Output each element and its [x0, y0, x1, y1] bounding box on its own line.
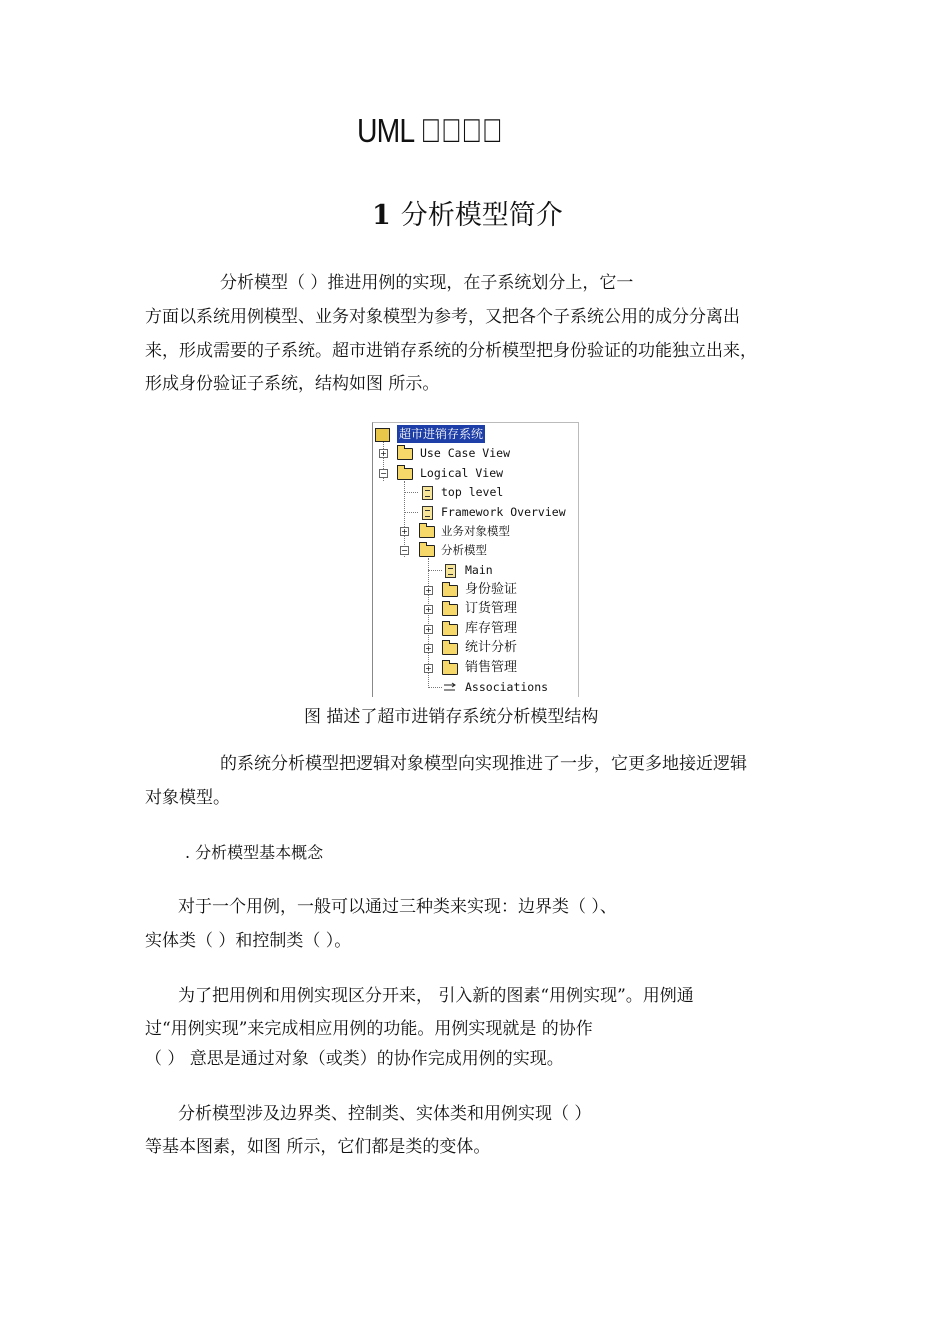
tree-item-label: 分析模型	[441, 543, 487, 557]
folder-icon	[442, 643, 458, 655]
para2-line1: 的系统分析模型把逻辑对象模型向实现推进了一步，它更多地接近逻辑	[220, 754, 747, 774]
para5-line2: 等基本图素，如图 所示，它们都是类的变体。	[145, 1137, 491, 1157]
tree-item-business-object-model[interactable]	[373, 522, 573, 540]
folder-icon	[419, 545, 435, 557]
diagram-icon	[445, 564, 456, 578]
tree-item-identity-verification[interactable]	[373, 581, 573, 599]
document-title: UML 􀀀􀀀􀀀􀀀	[357, 112, 503, 149]
diagram-icon	[422, 506, 433, 520]
para5-line1: 分析模型涉及边界类、控制类、实体类和用例实现（ ）	[178, 1104, 592, 1124]
model-root-icon	[375, 428, 390, 442]
folder-icon	[442, 604, 458, 616]
para3-line1: 对于一个用例，一般可以通过三种类来实现：边界类（ ）、	[178, 897, 617, 917]
tree-item-label: 身份验证	[465, 582, 518, 597]
tree-item-label: Associations	[465, 680, 549, 694]
tree-item-inventory-management[interactable]	[373, 620, 573, 638]
tree-item-associations[interactable]	[373, 678, 573, 696]
folder-icon	[397, 468, 413, 480]
para1-line3: 来，形成需要的子系统。超市进销存系统的分析模型把身份验证的功能独立出来，	[145, 341, 757, 361]
section-title: 分析模型简介	[400, 200, 563, 231]
section-heading	[372, 193, 563, 232]
para3-line2: 实体类（ ）和控制类（ ）。	[145, 931, 352, 951]
expand-plus-icon[interactable]: +	[425, 625, 432, 634]
model-tree-figure	[372, 422, 579, 697]
folder-icon	[419, 526, 435, 538]
tree-item-label: 订货管理	[465, 601, 518, 616]
collapse-minus-icon[interactable]: −	[380, 469, 387, 478]
tree-item-logical-view[interactable]	[373, 464, 573, 482]
tree-item-analysis-model[interactable]	[373, 541, 573, 559]
expand-plus-icon[interactable]: +	[425, 644, 432, 653]
figure-caption: 图 描述了超市进销存系统分析模型结构	[304, 707, 599, 727]
tree-item-label: top level	[441, 485, 504, 499]
expand-plus-icon[interactable]: +	[425, 605, 432, 614]
expand-plus-icon[interactable]: +	[380, 449, 387, 458]
tree-item-label: 库存管理	[465, 621, 518, 636]
para4-line1: 为了把用例和用例实现区分开来， 引入新的图素“用例实现”。用例通	[178, 986, 694, 1006]
folder-icon	[442, 624, 458, 636]
tree-item-label: 业务对象模型	[441, 524, 510, 538]
tree-item-statistics[interactable]	[373, 639, 573, 657]
associations-icon	[443, 682, 457, 692]
diagram-icon	[422, 486, 433, 500]
para1-line4: 形成身份验证子系统，结构如图 所示。	[145, 374, 440, 394]
tree-item-label: Main	[465, 563, 493, 577]
folder-icon	[442, 663, 458, 675]
tree-item-label: Framework Overview	[441, 505, 566, 519]
tree-item-sales-management[interactable]	[373, 659, 573, 677]
folder-icon	[442, 585, 458, 597]
subsection-heading: . 分析模型基本概念	[185, 843, 324, 862]
expand-plus-icon[interactable]: +	[401, 527, 408, 536]
expand-plus-icon[interactable]: +	[425, 664, 432, 673]
para2-line2: 对象模型。	[145, 788, 230, 808]
tree-item-label: 销售管理	[465, 660, 518, 675]
tree-item-order-management[interactable]	[373, 600, 573, 618]
para4-line2: 过“用例实现”来完成相应用例的功能。用例实现就是 的协作	[145, 1019, 593, 1039]
para1-line2: 方面以系统用例模型、业务对象模型为参考，又把各个子系统公用的成分分离出	[145, 307, 740, 327]
section-number: 1	[372, 200, 391, 231]
para1-line1: 分析模型（ ）推进用例的实现，在子系统划分上，它一	[220, 273, 634, 293]
tree-item-use-case-view[interactable]	[373, 444, 573, 462]
tree-item-main[interactable]	[373, 561, 573, 579]
tree-item-label: Logical View	[420, 466, 504, 480]
expand-plus-icon[interactable]: +	[425, 586, 432, 595]
folder-icon	[397, 448, 413, 460]
tree-item-label: 统计分析	[465, 640, 518, 655]
tree-item-label: Use Case View	[420, 446, 511, 460]
tree-item-top-level[interactable]	[373, 483, 573, 501]
para4-line3: （ ） 意思是通过对象（或类）的协作完成用例的实现。	[145, 1049, 564, 1069]
tree-root-label: 超市进销存系统	[399, 427, 484, 441]
tree-item-framework-overview[interactable]	[373, 503, 578, 521]
collapse-minus-icon[interactable]: −	[401, 546, 408, 555]
